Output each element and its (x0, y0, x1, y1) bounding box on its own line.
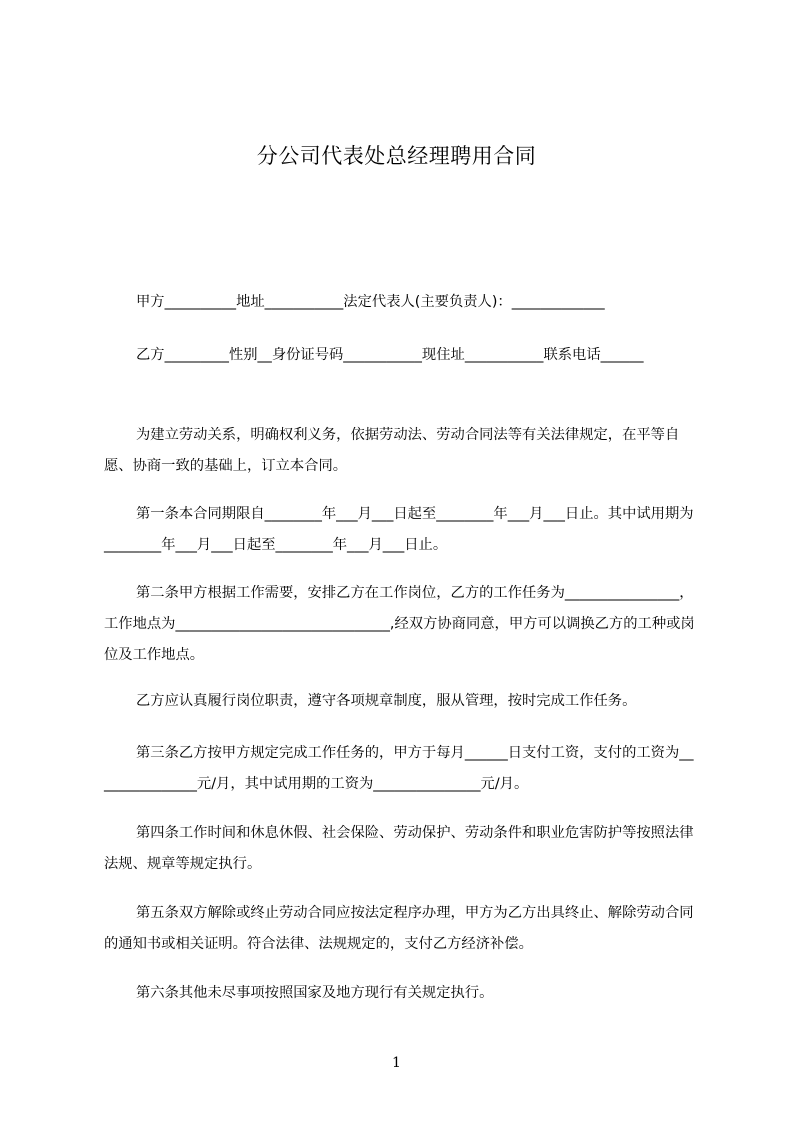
article-5-paragraph: 第五条双方解除或终止劳动合同应按法定程序办理，甲方为乙方出具终止、解除劳动合同的通知书或相关证明。符合法律、法规规定的，支付乙方经济补偿。 (104, 905, 694, 952)
article-2-paragraph: 第二条甲方根据工作需要，安排乙方在工作岗位，乙方的工作任务为________________，工作地点为______________________________,经双方协商同意，甲方可以调换乙方的工种或岗位及工作地点。 (104, 585, 695, 663)
article-1-paragraph: 第一条本合同期限自________年___月___日起至________年___月___日止。其中试用期为________年___月___日起至________年___月___日止。 (104, 506, 694, 553)
duty-paragraph: 乙方应认真履行岗位职责，遵守各项规章制度，服从管理，按时完成工作任务。 (136, 693, 637, 709)
article-4-paragraph: 第四条工作时间和休息休假、社会保险、劳动保护、劳动条件和职业危害防护等按照法律法规、规章等规定执行。 (104, 825, 694, 872)
party-b-line: 乙方_________性别__身份证号码___________现住址___________联系电话______ (136, 347, 644, 363)
document-title: 分公司代表处总经理聘用合同 (256, 144, 537, 168)
preamble-paragraph: 为建立劳动关系，明确权利义务，依据劳动法、劳动合同法等有关法律规定，在平等自愿、协商一致的基础上，订立本合同。 (104, 427, 680, 474)
party-a-line: 甲方__________地址___________法定代表人(主要负责人)：_____________ (136, 294, 605, 310)
article-3-paragraph: 第三条乙方按甲方规定完成工作任务的，甲方于每月______日支付工资，支付的工资为_______________元/月，其中试用期的工资为_______________元/月。 (104, 745, 694, 792)
page-number: 1 (392, 1055, 401, 1071)
article-6-paragraph: 第六条其他未尽事项按照国家及地方现行有关规定执行。 (136, 985, 494, 1001)
